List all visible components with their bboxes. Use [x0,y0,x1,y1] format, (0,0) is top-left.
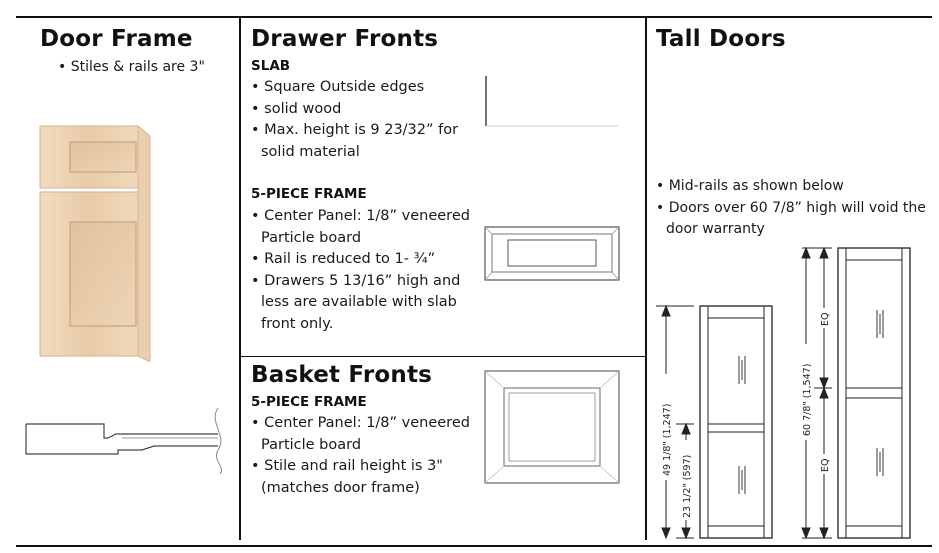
slab-drawer-image [482,70,622,130]
list-item: • Mid-rails as shown below [656,178,844,194]
five-piece-list [251,206,473,335]
drawer-fronts-title: Drawer Fronts [251,26,439,52]
five-piece-drawer-image [482,224,622,284]
list-item: • Center Panel: 1/8” veneered Particle board [251,208,470,246]
list-item: • Square Outside edges [251,79,425,95]
right-lower-dim-label: EQ [820,458,831,472]
slab-heading: SLAB [251,58,291,74]
slab-list [251,77,473,163]
door-frame-bullet: • Stiles & rails are 3" [58,59,205,75]
list-item: • Doors over 60 7/8” high will void the door warranty [656,199,926,237]
list-item: • Stile and rail height is 3" (matches door frame) [251,458,443,496]
five-piece-heading: 5-PIECE FRAME [251,186,367,202]
basket-heading: 5-PIECE FRAME [251,394,367,410]
column-divider-right [645,18,647,540]
bottom-border [16,545,932,547]
list-item: • Max. height is 9 23/32” for solid material [251,122,459,160]
column-divider-left [239,18,241,540]
basket-front-image [482,368,622,488]
list-item: • Rail is reduced to 1- ¾” [251,251,436,267]
list-item: • solid wood [251,100,342,117]
right-tall-door [838,248,910,538]
top-border [16,16,932,18]
left-total-dim-label: 49 1/8" (1,247) [662,403,673,476]
right-upper-dim-label: EQ [820,312,831,326]
tall-doors-diagram [650,244,936,542]
list-item: • Drawers 5 13/16” high and less are available with slab front only. [251,272,461,332]
list-item: • Center Panel: 1/8” veneered Particle board [251,415,470,453]
door-frame-title: Door Frame [40,26,193,52]
door-frame-image [36,122,196,362]
tall-doors-title: Tall Doors [656,26,786,52]
door-profile-image [22,402,232,474]
right-total-dim-label: 60 7/8" (1,547) [802,363,813,436]
left-tall-door [700,306,772,538]
tall-doors-list [656,176,934,241]
basket-fronts-title: Basket Fronts [251,362,433,388]
left-lower-dim-label: 23 1/2" (597) [682,454,693,518]
basket-list [251,413,473,499]
section-divider [241,356,645,357]
